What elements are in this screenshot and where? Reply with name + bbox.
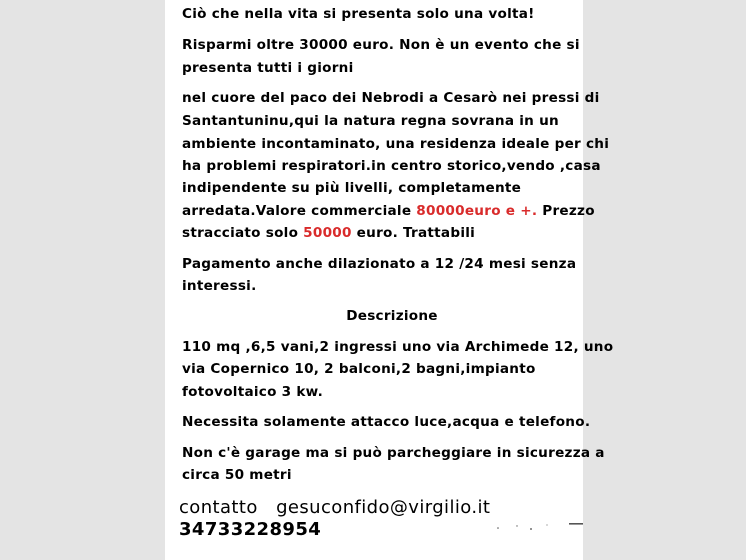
contact-email: gesuconfido@virgilio.it (276, 497, 491, 518)
contact-label: contatto (179, 497, 258, 518)
document-page (165, 0, 614, 560)
scan-specks (495, 519, 585, 531)
contact-block (179, 497, 490, 541)
price-text-before: stracciato solo (182, 225, 304, 241)
price-text-after: euro. Trattabili (351, 225, 476, 241)
description-line-4: ha problemi respiratori.in centro storico,vendo ,casa (182, 158, 601, 174)
features-line-3: fotovoltaico 3 kw. (182, 384, 323, 400)
parking-line-1: Non c'è garage ma si può parcheggiare in sicurezza a (182, 445, 605, 461)
features-line-1: 110 mq ,6,5 vani,2 ingressi uno via Archimede 12, uno (182, 339, 614, 355)
value-text-after: Prezzo (537, 203, 595, 219)
savings-line-1: Risparmi oltre 30000 euro. Non è un evento che si (182, 37, 580, 53)
contact-phone: 34733228954 (179, 519, 322, 540)
price-line (182, 222, 475, 245)
headline: Ciò che nella vita si presenta solo una volta! (182, 6, 535, 22)
description-line-5: indipendente su più livelli, completamente (182, 180, 522, 196)
section-heading: Descrizione (346, 308, 438, 324)
parking-line-2: circa 50 metri (182, 467, 292, 483)
payment-line-1: Pagamento anche dilazionato a 12 /24 mesi senza (182, 256, 577, 272)
commercial-value: 80000euro e +. (416, 203, 538, 219)
value-line (182, 200, 595, 223)
sale-price: 50000 (303, 225, 352, 241)
utilities-line: Necessita solamente attacco luce,acqua e telefono. (182, 414, 591, 430)
description-line-2: Santantuninu,qui la natura regna sovrana in un (182, 113, 559, 129)
description-line-3: ambiente incontaminato, una residenza ideale per chi (182, 136, 610, 152)
description-line-1: nel cuore del paco dei Nebrodi a Cesarò nei pressi di (182, 90, 600, 106)
savings-line-2: presenta tutti i giorni (182, 60, 354, 76)
value-text-before: arredata.Valore commerciale (182, 203, 417, 219)
payment-line-2: interessi. (182, 278, 257, 294)
contact-line (179, 497, 490, 519)
features-line-2: via Copernico 10, 2 balconi,2 bagni,impianto (182, 361, 536, 377)
